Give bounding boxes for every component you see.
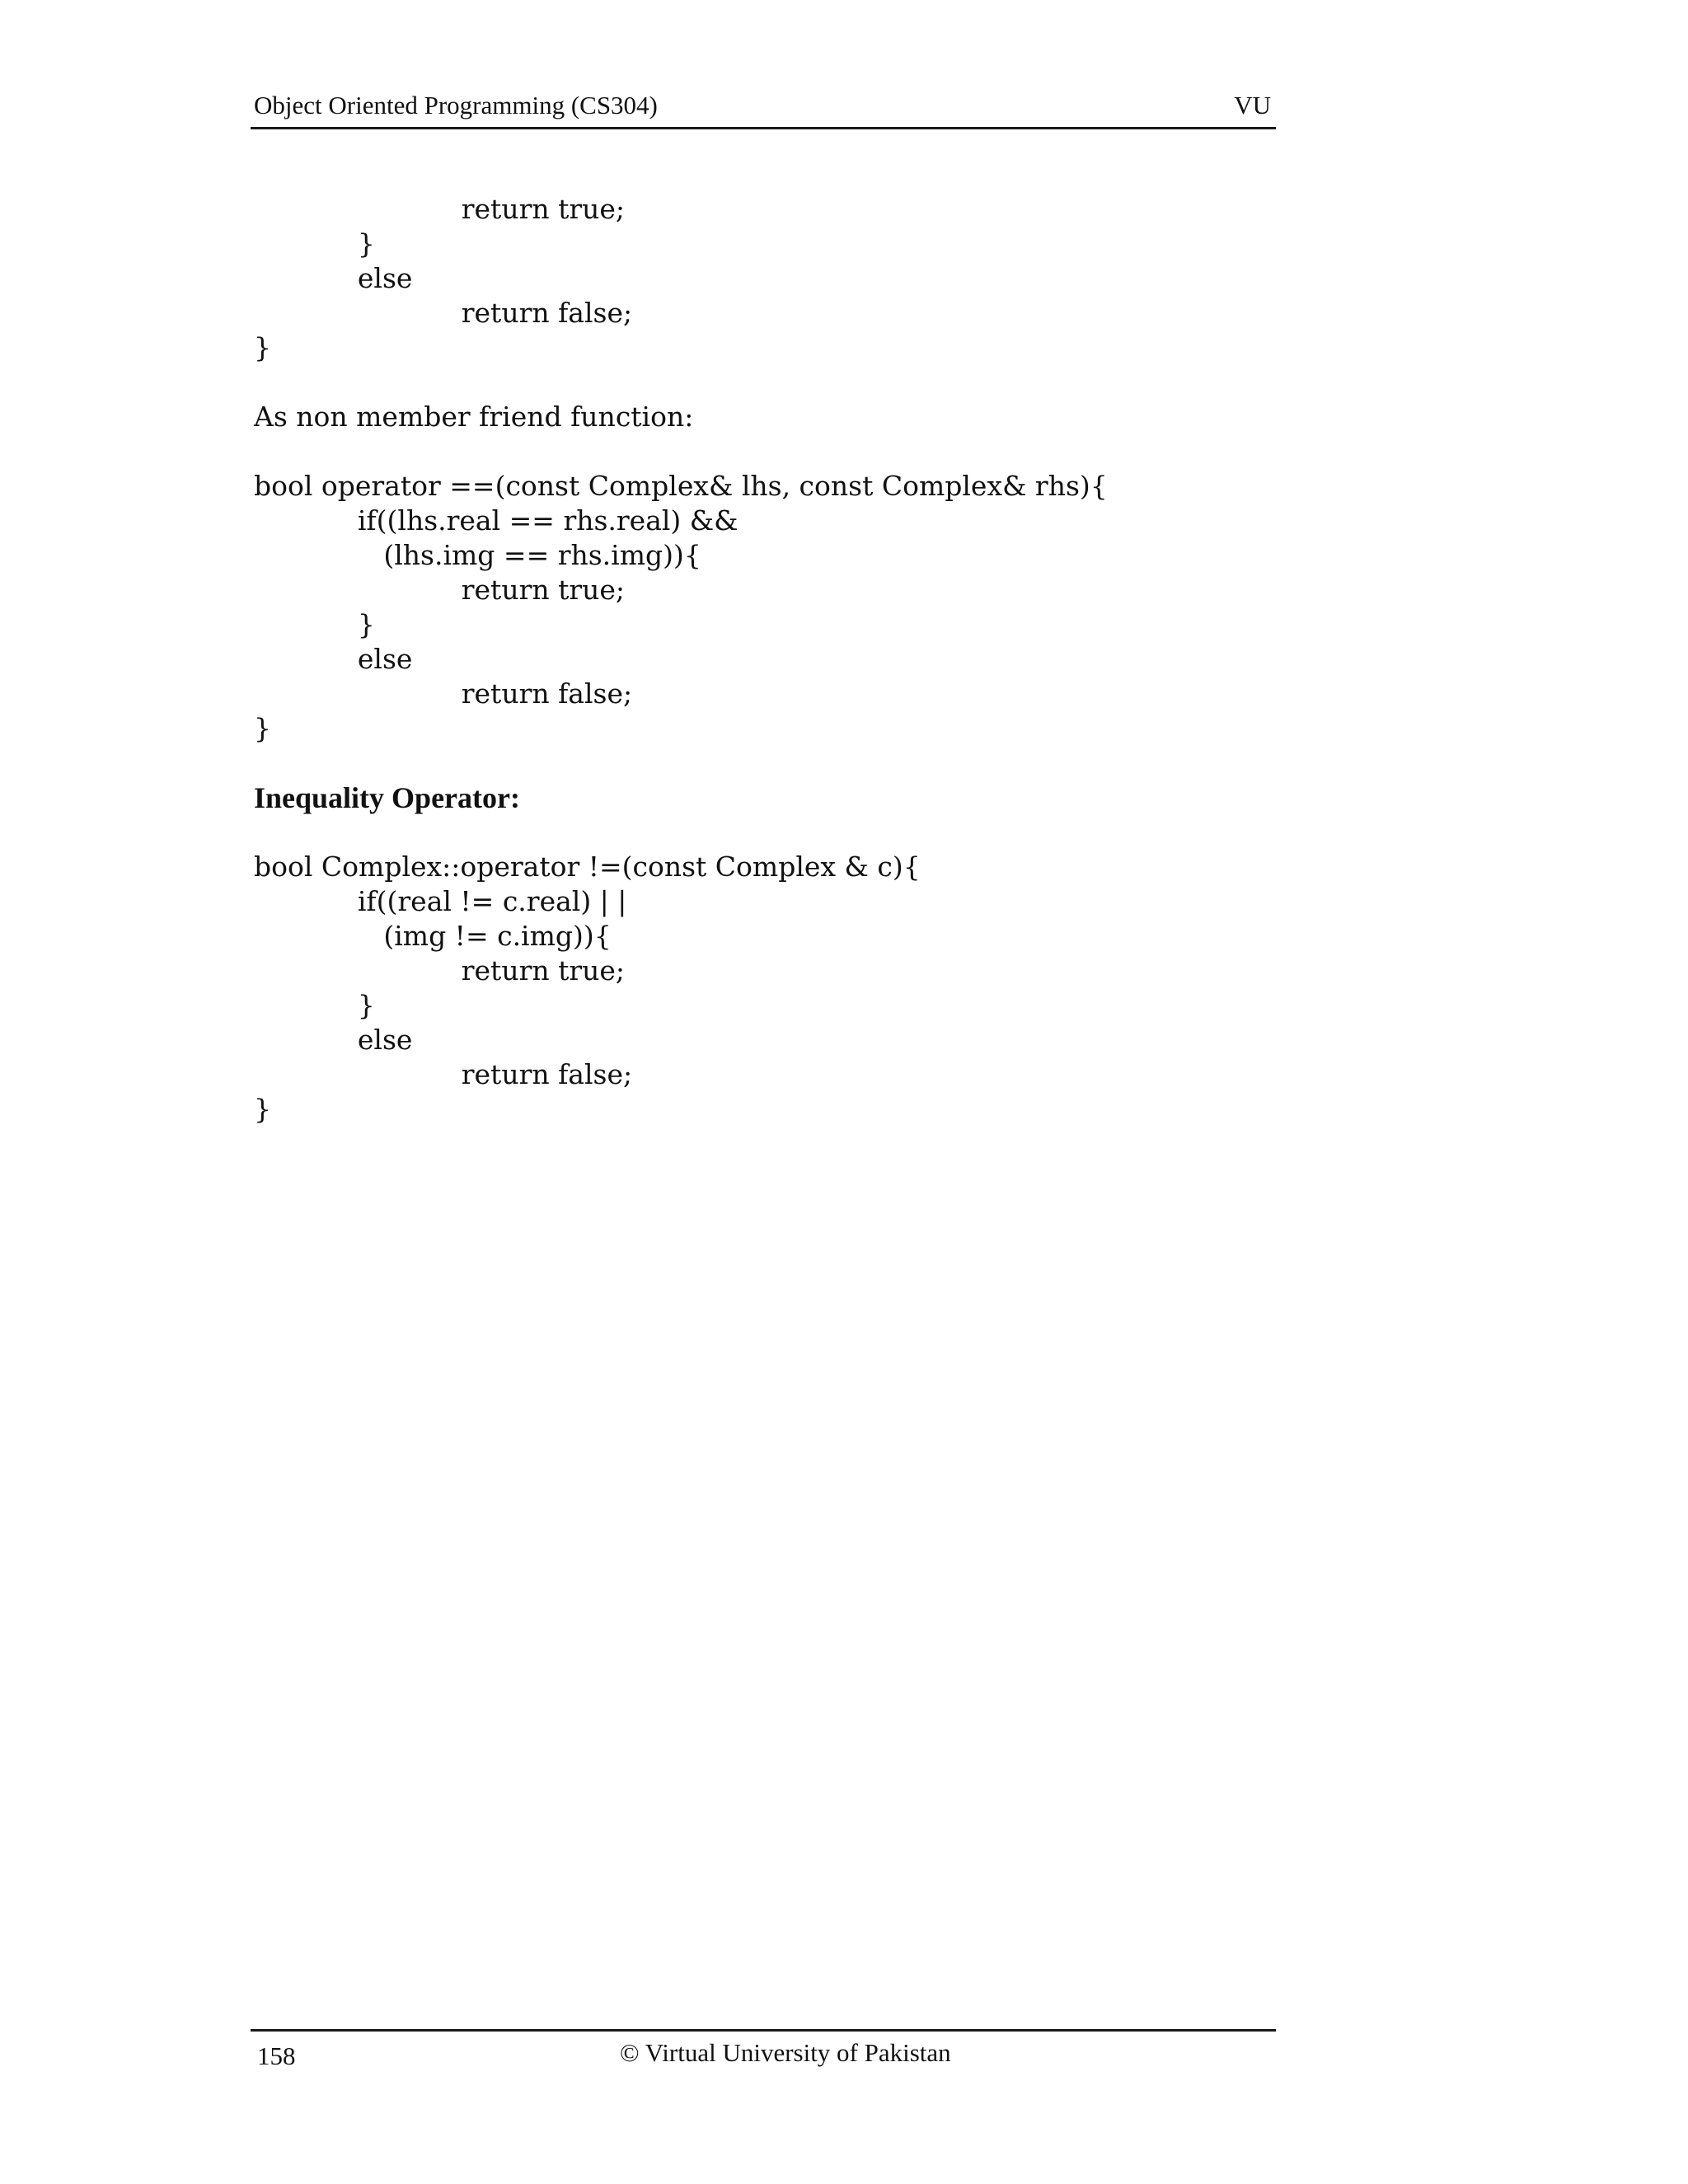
code-line: else — [254, 643, 413, 675]
code-line: else — [254, 262, 413, 294]
code-line: } — [254, 989, 375, 1021]
section-text: As non member friend function: — [254, 401, 694, 433]
copyright-notice: © Virtual University of Pakistan — [620, 2038, 951, 2067]
code-line: bool Complex::operator !=(const Complex & c){ — [254, 851, 921, 883]
code-line: (lhs.img == rhs.img)){ — [254, 539, 701, 571]
code-line: } — [254, 331, 271, 363]
code-line: return false; — [254, 1058, 633, 1090]
code-line: return false; — [254, 297, 633, 329]
code-line: } — [254, 608, 375, 640]
code-line: if((lhs.real == rhs.real) && — [254, 504, 738, 537]
code-line: return true; — [254, 574, 626, 606]
code-line: bool operator ==(const Complex& lhs, const Complex& rhs){ — [254, 470, 1108, 502]
code-line: (img != c.img)){ — [254, 920, 612, 952]
code-line: else — [254, 1024, 413, 1056]
code-line: } — [254, 712, 271, 744]
page-header — [251, 87, 1276, 129]
code-line: return true; — [254, 193, 626, 225]
course-title: Object Oriented Programming (CS304) — [254, 91, 658, 120]
code-line: return false; — [254, 677, 633, 710]
code-line: if((real != c.real) | | — [254, 885, 627, 917]
section-heading: Inequality Operator: — [254, 781, 520, 814]
page-footer — [251, 2029, 1276, 2070]
code-line: } — [254, 1093, 271, 1125]
code-line: } — [254, 227, 375, 260]
page-number: 158 — [257, 2041, 296, 2070]
institution-abbreviation: VU — [1234, 91, 1271, 120]
code-line: return true; — [254, 954, 626, 987]
